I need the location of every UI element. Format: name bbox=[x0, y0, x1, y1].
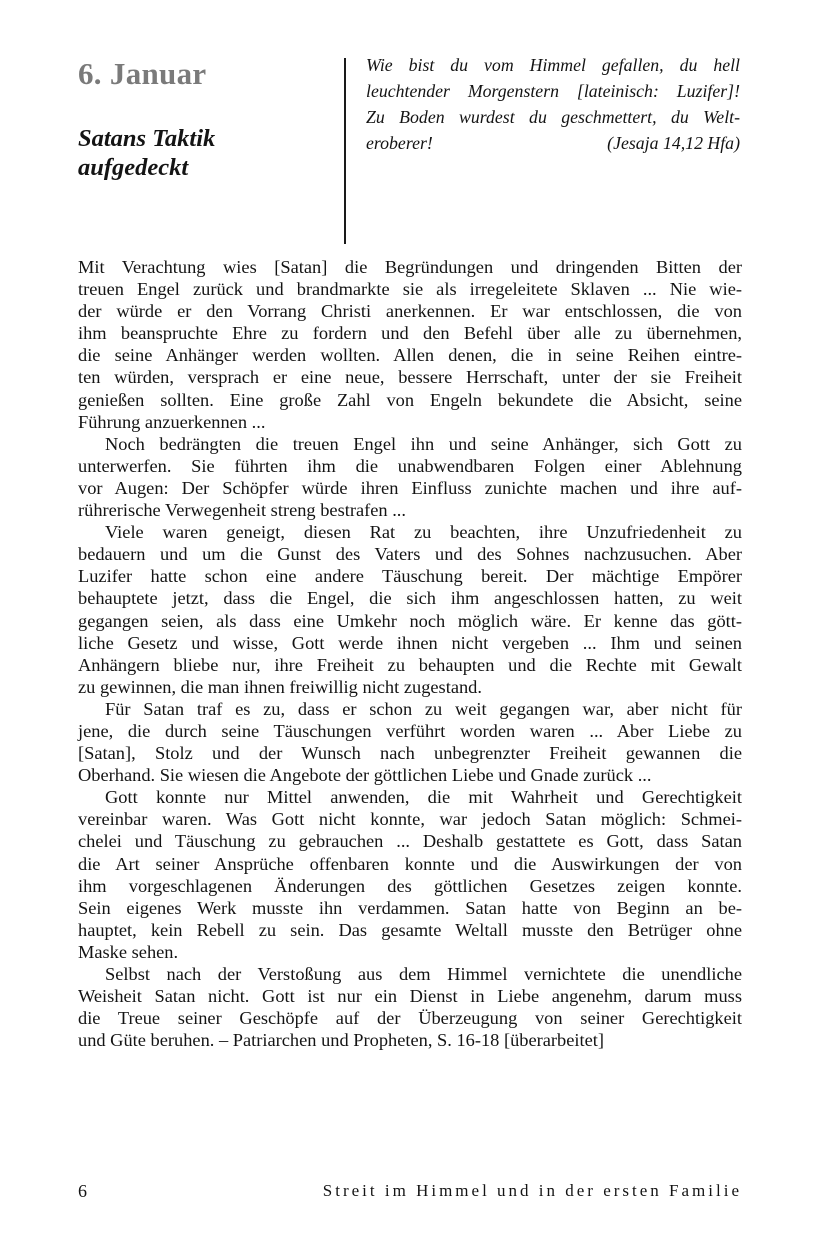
text-line: die Art seiner Ansprüche offenbaren konnte und die Auswirkungen der von bbox=[78, 853, 742, 874]
text-line: ten würden, versprach er eine neue, bessere Herrschaft, unter der sie Freiheit bbox=[78, 367, 742, 388]
text-line: die seine Anhänger werden wollten. Allen denen, die in seine Reihen eintre- bbox=[78, 345, 742, 366]
text-line: treuen Engel zurück und brandmarkte sie als irregeleitete Sklaven ... Nie wie- bbox=[78, 279, 742, 300]
verse-line: Zu Boden wurdest du geschmettert, du Welt- bbox=[366, 107, 740, 127]
text-line: vereinbar waren. Was Gott nicht konnte, war jedoch Satan möglich: Schmei- bbox=[78, 809, 742, 830]
text-line: Sein eigenes Werk musste ihn verdammen. Satan hatte von Beginn an be- bbox=[78, 897, 742, 918]
text-line: der würde er den Vorrang Christi anerkennen. Er war entschlossen, die von bbox=[78, 301, 742, 322]
verse-line-text: eroberer! bbox=[366, 133, 433, 153]
devotional-title-line: aufgedeckt bbox=[78, 154, 189, 181]
text-line: [Satan], Stolz und der Wunsch nach unbegrenzter Freiheit gewannen die bbox=[78, 743, 742, 764]
text-line: ihm vorgeschlagenen Änderungen des göttlichen Gesetzes zeigen konnte. bbox=[78, 875, 742, 896]
text-line: gegangen seien, als dass eine Umkehr noch möglich wäre. Er kenne das gött- bbox=[78, 610, 742, 631]
devotional-title-line: Satans Taktik bbox=[78, 125, 216, 152]
text-line: Maske sehen. bbox=[78, 941, 179, 962]
page-number: 6 bbox=[78, 1181, 87, 1201]
text-line: Noch bedrängten die treuen Engel ihn und seine Anhänger, sich Gott zu bbox=[105, 433, 742, 454]
verse-reference: (Jesaja 14,12 Hfa) bbox=[607, 133, 740, 153]
devotional-title bbox=[78, 124, 328, 182]
text-line: genießen sollten. Eine große Zahl von Engeln bekundete die Absicht, seine bbox=[78, 389, 742, 410]
text-line: Oberhand. Sie wiesen die Angebote der göttlichen Liebe und Gnade zurück ... bbox=[78, 765, 652, 786]
text-line: und Güte beruhen. – Patriarchen und Propheten, S. 16-18 [überarbeitet] bbox=[78, 1030, 605, 1051]
text-line: Für Satan traf es zu, dass er schon zu weit gegangen war, aber nicht für bbox=[105, 698, 742, 719]
body-text bbox=[78, 256, 742, 1051]
text-line: rührerische Verwegenheit streng bestrafen ... bbox=[78, 500, 407, 521]
text-line: Viele waren geneigt, diesen Rat zu beachten, ihre Unzufriedenheit zu bbox=[105, 522, 742, 543]
text-line: Mit Verachtung wies [Satan] die Begründungen und dringenden Bitten der bbox=[78, 257, 742, 277]
text-line: jene, die durch seine Täuschungen verführt worden waren ... Aber Liebe zu bbox=[78, 720, 742, 741]
paragraph bbox=[78, 786, 742, 963]
text-line: Luzifer hatte schon eine andere Täuschung bereit. Der mächtige Empörer bbox=[78, 566, 742, 587]
date-heading: 6. Januar bbox=[78, 56, 207, 91]
paragraph bbox=[78, 433, 742, 521]
page-footer bbox=[78, 1181, 742, 1207]
paragraph bbox=[78, 698, 742, 786]
verse-line: Wie bist du vom Himmel gefallen, du hell bbox=[366, 55, 740, 75]
text-line: zu gewinnen, die man ihnen freiwillig nicht zugestand. bbox=[78, 676, 482, 697]
text-line: behauptete jetzt, dass die Engel, die sich ihm angeschlossen hatten, zu weit bbox=[78, 588, 742, 609]
text-line: vor Augen: Der Schöpfer würde ihren Einfluss zunichte machen und ihre auf- bbox=[78, 477, 742, 498]
text-line: hauptet, kein Rebell zu sein. Das gesamte Weltall musste den Betrüger ohne bbox=[78, 919, 742, 940]
text-line: chelei und Täuschung zu gebrauchen ... Deshalb gestattete es Gott, dass Satan bbox=[78, 831, 742, 852]
text-line: die Treue seiner Geschöpfe auf der Überzeugung von seiner Gerechtigkeit bbox=[78, 1008, 742, 1029]
text-line: ihm beanspruchte Ehre zu fordern und den Befehl über alle zu übernehmen, bbox=[78, 323, 742, 344]
text-line: unterwerfen. Sie führten ihm die unabwendbaren Folgen einer Ablehnung bbox=[78, 455, 742, 476]
bible-verse bbox=[366, 52, 740, 156]
paragraph bbox=[78, 256, 742, 433]
paragraph bbox=[78, 521, 742, 698]
verse-line bbox=[366, 130, 740, 156]
text-line: Führung anzuerkennen ... bbox=[78, 411, 266, 432]
text-line: Weisheit Satan nicht. Gott ist nur ein Dienst in Liebe angenehm, darum muss bbox=[78, 986, 742, 1007]
running-title: Streit im Himmel und in der ersten Familie bbox=[322, 1181, 742, 1200]
text-line: Anhängern bliebe nur, ihre Freiheit zu behaupten und die Rechte mit Gewalt bbox=[78, 654, 742, 675]
devotional-header bbox=[78, 52, 742, 244]
text-line: Selbst nach der Verstoßung aus dem Himmel vernichtete die unendliche bbox=[105, 964, 742, 984]
text-line: liche Gesetz und wisse, Gott werde ihnen nicht vergeben ... Ihm und seinen bbox=[78, 632, 742, 653]
paragraph bbox=[78, 963, 742, 1051]
text-line: Gott konnte nur Mittel anwenden, die mit Wahrheit und Gerechtigkeit bbox=[105, 787, 742, 808]
text-line: bedauern und um die Gunst des Vaters und des Sohnes nachzusuchen. Aber bbox=[78, 544, 742, 565]
verse-line: leuchtender Morgenstern [lateinisch: Luzifer]! bbox=[366, 81, 740, 101]
header-divider bbox=[344, 58, 346, 244]
